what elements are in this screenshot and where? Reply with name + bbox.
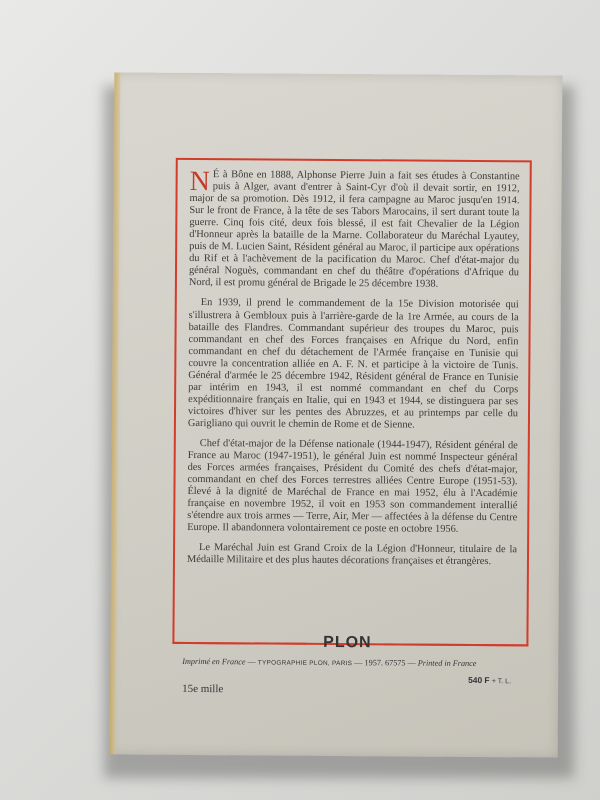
dropcap: N	[189, 165, 210, 198]
imprint-sep: —	[245, 657, 258, 667]
rule-right	[384, 643, 528, 646]
biography-text	[186, 165, 520, 577]
price-suffix: + T. L.	[491, 678, 512, 686]
book-back-cover	[110, 72, 563, 757]
imprint-sep: —	[405, 658, 418, 668]
imprint-number: 1957. 67575	[364, 658, 406, 668]
price	[468, 675, 511, 685]
price-value: 540 F	[468, 674, 490, 686]
paragraph-1	[188, 165, 520, 292]
imprint-left: Imprimé en France	[182, 656, 246, 667]
publisher-line	[172, 633, 528, 655]
imprint-right: Printed in France	[417, 658, 477, 668]
edition-mark: 15e mille	[182, 682, 224, 696]
paragraph-4: Le Maréchal Juin est Grand Croix de la Légion d'Honneur, titulaire de la Médaille Militaire et des plus hautes décorations françaises et étrangères.	[186, 542, 518, 568]
paragraph-1-text: É à Bône en 1888, Alphonse Pierre Juin a fait ses études à Constantine puis à Alger, avant d'entrer à Saint-Cyr d'où il devait sortir, en 1912, major de sa promotion. Dès 1912, il fera campagne au Maroc jusqu'en 1914. Sur le front de France, à la tête de ses Tabors Marocains, il sert durant toute la guerre. Cinq fois cité, deux fois blessé, il est fait Chevalier de la Légion d'Honneur après la bataille de la Marne. Collaborateur du Maréchal Lyautey, puis de M. Lucien Saint, Résident général au Maroc, il participe aux opérations du Rif et à l'achèvement de la pacification du Maroc. Chef d'état-major du général Noguès, commandant en chef du théâtre d'opérations d'Afrique du Nord, il est promu général de Brigade le 25 décembre 1938.	[188, 169, 520, 291]
publisher-name: PLON	[323, 633, 372, 652]
paragraph-3: Chef d'état-major de la Défense nationale (1944-1947), Résident général de France au Maroc (1947-1951), le général Juin est nommé Inspecteur général des Forces armées françaises, Président du Comité des chefs d'état-major, commandant en chef des Forces terrestres alliées Centre Europe (1951-53). Élevé à la dignité de Maréchal de France en mai 1952, élu à l'Académie française en novembre 1952, il voit en 1953 son commandement interallié s'étendre aux trois armes — Terre, Air, Mer — affectées à la défense du Centre Europe. Il abandonnera volontairement ce poste en octobre 1956.	[187, 438, 518, 536]
imprint-line	[182, 657, 528, 668]
paragraph-2: En 1939, il prend le commandement de la 15e Division motorisée qui s'illustrera à Gembloux puis à l'arrière-garde de la 1re Armée, au cours de la bataille des Flandres. Commandant supérieur des troupes du Maroc, puis commandant en chef des Forces françaises en Afrique du Nord, enfin commandant en chef du détachement de l'Armée française en Tunisie qui couvre la concentration alliée en A. F. N. et participe à la victoire de Tunis. Général d'armée le 25 décembre 1942, Résident général de France en Tunisie par intérim en 1943, il est nommé commandant en chef du Corps expéditionnaire français en Italie, qui en 1943 et 1944, se distinguera par ses victoires d'hiver sur les pentes des Abruzzes, et au printemps par celle du Garigliano qui ouvrit le chemin de Rome et de Sienne.	[187, 297, 519, 431]
rule-left	[172, 642, 306, 645]
imprint-sep: —	[352, 658, 365, 668]
imprint-middle: TYPOGRAPHIE PLON, PARIS	[257, 659, 353, 668]
